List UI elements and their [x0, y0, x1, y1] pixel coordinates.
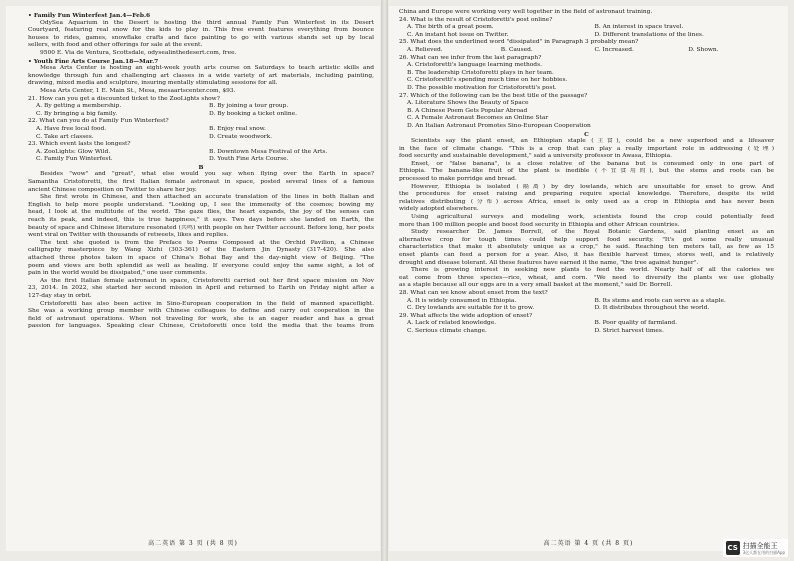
answer-option: A. Have free local food. [36, 125, 107, 132]
text-line: As the first Italian female astronaut in space, Cristoforetti carried out her first space mission on Nov [40, 277, 374, 284]
option-row [399, 47, 774, 55]
text-line: Study researcher Dr. James Borrell, of the Royal Botanic Gardens, said planting enset as an [411, 229, 774, 236]
text-line: She first wrote in Chinese, and then attached an accurate translation of the lines in both Italian and [40, 194, 374, 201]
text-line: China and Europe were working very well together in the field of astronaut training. [399, 9, 653, 15]
text-line: Cristoforetti has also been active in Sino-European cooperation in the field of manned spaceflight. [40, 300, 374, 307]
answer-option: B. Its stems and roots can serve as a staple. [594, 297, 726, 304]
option-row [28, 149, 374, 157]
text-line: Courtyard, featuring real snow for the kids to play in. This free event features everything from bounce [28, 27, 374, 34]
option-row [399, 320, 774, 328]
text-line: reach its peak, and indeed, this is true happiness," it says. Two days before she landed on Earth, the [28, 217, 374, 224]
option-row [28, 134, 374, 142]
answer-option: D. Different translations of the lines. [594, 31, 704, 38]
option-row [399, 328, 774, 336]
text-line: went viral on Twitter with thousands of retweets, likes and replies. [28, 232, 229, 239]
text-line: as a staple because all our eggs are in a very small basket at the moment," said Dr. Borrell. [399, 282, 673, 289]
text-line: widely adopted elsewhere. [399, 206, 479, 213]
right-column [399, 9, 774, 336]
text-line: eat come from three species—rice, wheat, and corn. "We need to diversify the plants we use globally [399, 274, 774, 281]
answer-option: B. A Chinese Poem Gets Popular Abroad [407, 107, 528, 114]
question-stem: 25. What does the underlined word "dissipated" in Paragraph 3 probably mean? [399, 39, 639, 46]
answer-option: D. An Italian Astronaut Promotes Sino-European Cooperation [407, 122, 591, 129]
answer-option: D. Create woodwork. [209, 133, 273, 140]
answer-option: D. Shown. [688, 46, 719, 53]
answer-option: A. Literature Shows the Beauty of Space [407, 100, 529, 107]
answer-option: B. Enjoy real snow. [209, 125, 266, 132]
text-line: There is growing interest in seeking new plants to feed the world. Nearly half of all the calories we [411, 267, 774, 274]
exam-page-right [389, 6, 788, 551]
text-line: Samantha Cristoforetti, the first Italian female astronaut in space, posted several lines of a famous [28, 179, 374, 186]
answer-option: C. Increased. [594, 46, 634, 53]
text-line: alternative crop for tough times could help support food security. "It's got some really unusual [399, 236, 774, 243]
text-line: 127-day stay in orbit. [28, 292, 92, 299]
option-row [399, 305, 774, 313]
option-row [28, 103, 374, 111]
text-line: food security and sustainable development," said a university professor in Awasa, Ethiopia. [399, 153, 673, 160]
answer-option: C. Cristoforetti's spending much time on her hobbies. [407, 77, 568, 84]
cs-logo-icon: CS [726, 541, 740, 555]
exam-page-left [6, 6, 380, 551]
answer-option: A. The birth of a great poem. [407, 24, 494, 31]
scanner-app-tagline: 3亿人都在用的扫描App [742, 549, 785, 555]
answer-option: C. Serious climate change. [407, 327, 487, 334]
question-stem: 23. Which event lasts the longest? [28, 141, 131, 148]
text-line: ancient Chinese composition on Twitter to share her joy. [28, 186, 197, 193]
text-line: characteristics that make it absolutely unique as a crop," he said. Reaching ten meters tall, as few as 15 [399, 244, 774, 251]
option-row [28, 156, 374, 164]
answer-option: A. It is widely consumed in Ethiopia. [407, 297, 517, 304]
passage-label: B [198, 163, 204, 171]
answer-option: C. An instant hot issue on Twitter. [407, 31, 509, 38]
option-row [28, 111, 374, 119]
question-stem: 28. What can we know about enset from the text? [399, 289, 548, 296]
text-line: calligraphy masterpiece by Wang Xizhi (303-361) of the Eastern Jin Dynasty (317-420). She also [28, 247, 374, 254]
text-line: relatives distributing (分布) across Africa, enset is only used as a crop in Ethiopia and has never been [399, 198, 774, 205]
text-line: pain in the world would be dissipated," one user comments. [28, 270, 208, 277]
question-stem: 29. What affects the wide adoption of enset? [399, 312, 533, 319]
answer-option: B. An interest in space travel. [594, 24, 684, 31]
question-stem: 21. How can you get a discounted ticket to the ZooLights show? [28, 95, 220, 102]
page-gutter [381, 0, 388, 561]
answer-option: C. Dry lowlands are suitable for it to grow. [407, 305, 535, 312]
text-line: She was a working group member with Chinese colleagues to define and carry out cooperation in the [28, 308, 374, 315]
option-row [399, 298, 774, 306]
option-row [28, 126, 374, 134]
text-line: However, Ethiopia is isolated (隔离) by dry lowlands, which are unsuitable for enset to grow. And [411, 183, 774, 190]
answer-option: D. The possible motivation for Cristoforetti's post. [407, 84, 557, 91]
answer-option: A. Relieved. [407, 46, 443, 53]
text-line: OdySea Aquarium in the Desert is hosting the third annual Family Fun Winterfest in its Desert [40, 19, 374, 26]
answer-option: A. By getting a membership. [36, 103, 122, 110]
scanner-watermark [723, 539, 788, 557]
answer-option: D. Strict harvest times. [594, 327, 664, 334]
text-line: enset plants can feed a person for a year. Also, it has flexible harvest times, stores well, and is relatively [399, 252, 774, 258]
passage-label: C [584, 130, 589, 138]
text-line: Using agricultural surveys and modeling work, scientists found the crop could potentially feed [411, 214, 774, 221]
text-line: processed to make porridge and bread. [399, 176, 517, 183]
text-line: passion for languages. Speaking clear Chinese, Cristoforetti once told the media that the teams from [28, 323, 374, 330]
answer-option: C. Family Fun Winterfest. [36, 156, 113, 163]
text-line: houses to rides, games, snowflake crafts and face painting to go with various stands set up by local [28, 34, 374, 41]
text-line: The text she quoted is from the Preface to Poems Composed at the Orchid Pavilion, a Chinese [40, 239, 374, 246]
answer-option: B. By joining a tour group. [209, 103, 289, 110]
text-line: Besides "wow" and "great", what else would you say when flying over the Earth in space? [40, 171, 374, 178]
option-row [399, 32, 774, 40]
left-column [28, 12, 374, 331]
answer-option: B. The leadership Cristoforetti plays in her team. [407, 69, 554, 76]
text-line: knowledge through fun and challenging art classes in a wide variety of art materials, including painting, [28, 72, 374, 79]
text-line: field of astronaut operations. When not traveling for work, she is an eager reader and has a great [28, 315, 374, 322]
text-line: • Family Fun Winterfest Jan.4—Feb.6 [28, 12, 151, 19]
text-line: 9500 E. Via de Ventura, Scottsdale, odysealinthedesert.com, free. [40, 49, 237, 56]
page-footer-left: 高二英语 第 3 页 (共 8 页) [148, 540, 238, 547]
answer-option: D. Youth Fine Arts Course. [209, 156, 289, 163]
answer-option: A. ZooLights: Glow Wild. [36, 148, 111, 155]
option-row [399, 24, 774, 32]
question-stem: 26. What can we infer from the last paragraph? [399, 54, 542, 61]
text-line: drawing, mixed media and sculpture, insuring mentally stimulating sessions for all. [28, 80, 278, 87]
answer-option: C. Take art classes. [36, 133, 94, 140]
text-line: Mesa Arts Center, 1 E. Main St., Mesa, mesaartscenter.com, $93. [40, 87, 236, 94]
question-stem: 22. What can you do at Family Fun Winterfest? [28, 118, 169, 125]
answer-option: B. Downtown Mesa Festival of the Arts. [209, 148, 328, 155]
answer-option: D. It distributes throughout the world. [594, 305, 710, 312]
answer-option: B. Caused. [500, 46, 533, 53]
scanner-app-name: 扫描全能王 [742, 541, 778, 550]
text-line: 23, 2014. In 2022, she started her second mission in April and returned to Earth on Friday night after a [28, 285, 374, 292]
page-footer-right: 高二英语 第 4 页 (共 8 页) [543, 540, 634, 547]
text-line: head, I look at the multitude of the world. The gaze flies, the heart expands, the joy of the senses can [28, 209, 374, 216]
text-line: poem and views are both splendid as well as healing. If everyone could enjoy the same sight, a lot of [28, 262, 374, 269]
text-line: Enset, or "false banana", is a close relative of the banana but is consumed only in one part of [411, 160, 774, 167]
text-line: Scientists say the plant enset, an Ethiopian staple (主食), could be a new superfood and a lifesaver [411, 138, 774, 145]
answer-option: D. By booking a ticket online. [209, 110, 298, 117]
question-stem: 27. Which of the following can be the best title of the passage? [399, 92, 588, 99]
answer-option: C. A Female Astronaut Becomes an Online Star [407, 115, 549, 122]
text-line: attached three photos taken in space of China's Bohai Bay and the day-night view of Beijing. "The [28, 255, 374, 261]
answer-option: A. Lack of related knowledge. [407, 320, 497, 327]
text-line: drought and disease tolerant. All these features have earned it the name, "the tree against hunger". [399, 259, 699, 266]
text-line: English to help more people understand. "Looking up, I see the immensity of the cosmos; bowing my [28, 201, 374, 208]
text-line: the procedures for enset raising and preparing require special knowledge. Therefore, despite its wild [399, 191, 774, 198]
text-line: in the face of climate change. "This is a crop that can play a really important role in addressing (处理) [399, 145, 774, 152]
text-line: Ethiopia. The banana-like fruit of the plant is inedible (不宜食用的), but the stems and roots can be [399, 168, 774, 175]
answer-option: A. Cristoforetti's language learning methods. [407, 62, 542, 69]
text-line: • Youth Fine Arts Course Jan.18—Mar.7 [28, 57, 159, 65]
answer-option: B. Poor quality of farmland. [594, 320, 678, 327]
text-line: Mesa Arts Center is hosting an eight-week youth arts course on Saturdays to teach artistic skills and [40, 65, 374, 72]
text-line: beauty of space and Chinese literature resonated (共鸣) with people on her Twitter account. Before long, her posts [28, 224, 374, 231]
text-line: more than 100 million people and boost food security in Ethiopia and other African countries. [399, 221, 680, 228]
answer-option: C. By bringing a big family. [36, 110, 118, 117]
question-stem: 24. What is the result of Cristoforetti's post online? [399, 16, 553, 23]
text-line: sellers, with food and other offerings for sale at the event. [28, 42, 203, 49]
